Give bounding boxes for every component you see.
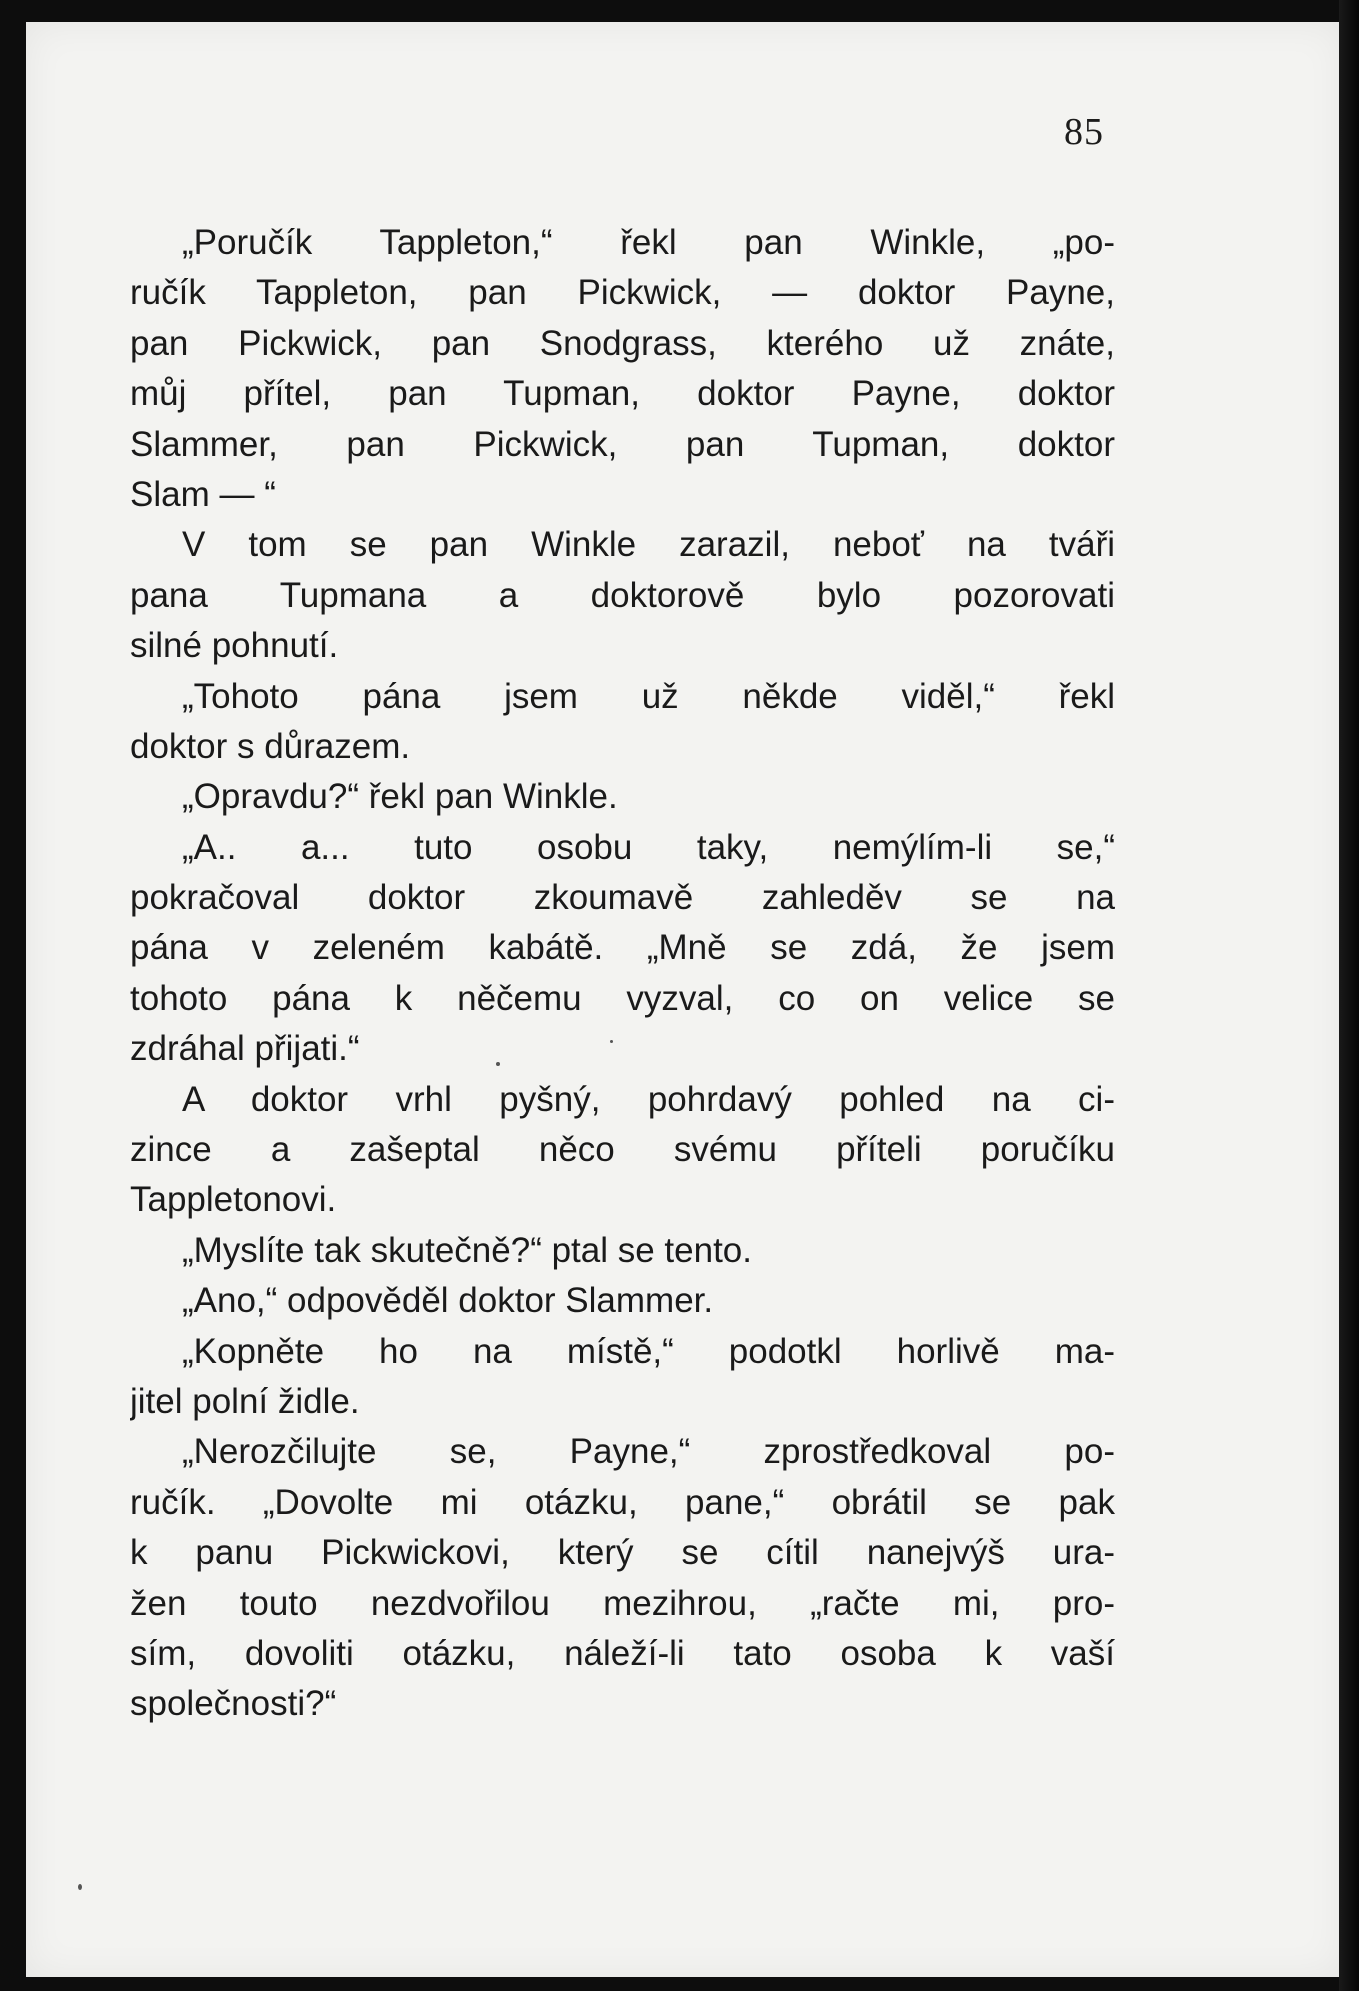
text-line: „A.. a... tuto osobu taky, nemýlím-li se,“ (182, 827, 1115, 867)
text-line: sím, dovoliti otázku, náleží-li tato osoba k vaší (130, 1633, 1115, 1673)
text-line: můj přítel, pan Tupman, doktor Payne, doktor (130, 374, 1115, 414)
text-line: „Poručík Tappleton,“ řekl pan Winkle, „po- (182, 223, 1115, 262)
text-line: „Opravdu?“ řekl pan Winkle. (182, 777, 618, 817)
text-line: tohoto pána k něčemu vyzval, co on velice se (130, 978, 1115, 1018)
text-line: pána v zeleném kabátě. „Mně se zdá, že jsem (130, 928, 1115, 968)
text-line: A doktor vrhl pyšný, pohrdavý pohled na ci- (182, 1079, 1115, 1119)
text-line: žen touto nezdvořilou mezihrou, „račte mi, pro- (130, 1583, 1115, 1623)
text-line: Slammer, pan Pickwick, pan Tupman, doktor (130, 424, 1115, 464)
text-line: zince a zašeptal něco svému příteli poručíku (130, 1130, 1115, 1170)
text-line: doktor s důrazem. (130, 726, 411, 766)
text-line: „Tohoto pána jsem už někde viděl,“ řekl (182, 676, 1115, 716)
page-number: 85 (1064, 111, 1104, 153)
text-line: ručík Tappleton, pan Pickwick, — doktor Payne, (130, 273, 1115, 313)
body-text (130, 218, 1115, 1730)
text-line: pokračoval doktor zkoumavě zahleděv se na (130, 878, 1115, 918)
text-line: pan Pickwick, pan Snodgrass, kterého už znáte, (130, 323, 1115, 363)
text-line: jitel polní židle. (130, 1381, 360, 1421)
text-line: Slam — “ (130, 474, 276, 514)
text-line: „Kopněte ho na místě,“ podotkl horlivě ma- (182, 1331, 1115, 1371)
text-line: silné pohnutí. (130, 626, 339, 666)
text-line: V tom se pan Winkle zarazil, neboť na tváři (182, 525, 1115, 565)
text-line: pana Tupmana a doktorově bylo pozorovati (130, 575, 1115, 615)
text-line: „Myslíte tak skutečně?“ ptal se tento. (182, 1230, 752, 1270)
text-line: ručík. „Dovolte mi otázku, pane,“ obrátil se pak (130, 1482, 1115, 1522)
text-line: k panu Pickwickovi, který se cítil nanejvýš ura- (130, 1533, 1115, 1573)
print-speck (496, 1062, 500, 1066)
book-page (26, 22, 1343, 1977)
page-edge-shadow (1339, 0, 1359, 1991)
text-line: společnosti?“ (130, 1684, 337, 1724)
text-line: Tappletonovi. (130, 1180, 337, 1220)
print-speck (78, 1884, 82, 1890)
text-line: zdráhal přijati.“ (130, 1029, 360, 1069)
text-line: „Nerozčilujte se, Payne,“ zprostředkoval po- (182, 1432, 1115, 1472)
text-line: „Ano,“ odpověděl doktor Slammer. (182, 1281, 714, 1321)
print-speck (610, 1040, 613, 1043)
